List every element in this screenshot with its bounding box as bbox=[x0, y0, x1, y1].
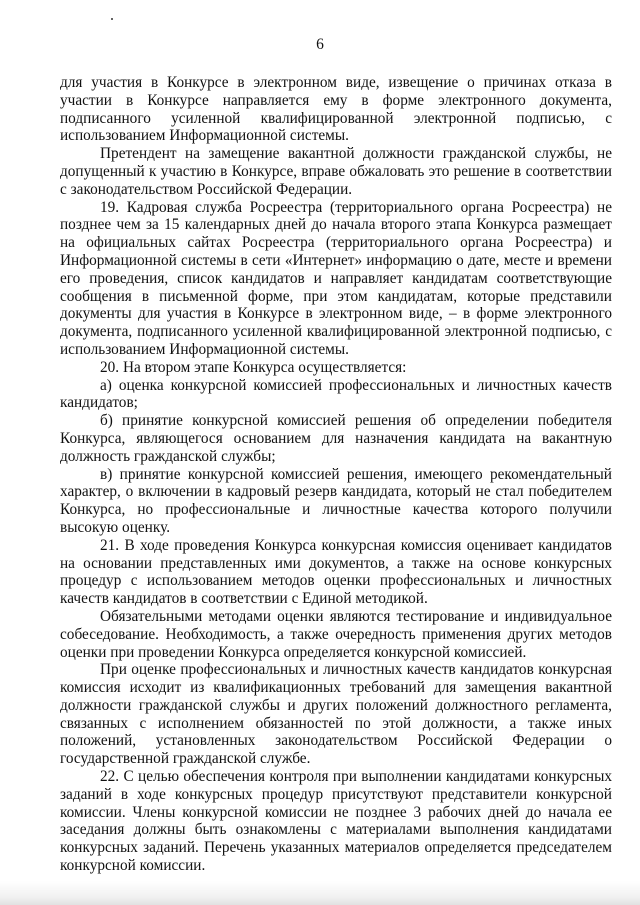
paragraph-continuation: для участия в Конкурсе в электронном виде, извещение о причинах отказа в участии в Конкурсе направляется ему в форме электронного документа, подписанного усиленной квалифицированной электронной подписью, с использованием Информационной системы. bbox=[60, 74, 612, 145]
page-number: 6 bbox=[316, 36, 324, 53]
paragraph-methods: Обязательными методами оценки являются тестирование и индивидуальное собеседование. Необходимость, а также очередность применения других методов оценки при проведении Конкурса определяется конкурсной комиссией. bbox=[60, 607, 612, 661]
paragraph-21: 21. В ходе проведения Конкурса конкурсная комиссия оценивает кандидатов на основании представленных ими документов, а также на основе конкурсных процедур с использованием методов оценки профессиональных и личностных качеств кандидатов в соответствии с Единой методикой. bbox=[60, 536, 612, 608]
paragraph-20-v: в) принятие конкурсной комиссией решения, имеющего рекомендательный характер, о включении в кадровый резерв кандидата, который не стал победителем Конкурса, но профессиональные и личностные качества которого получили высокую оценку. bbox=[60, 465, 612, 536]
paragraph-20: 20. На втором этапе Конкурса осуществляется: bbox=[100, 358, 407, 376]
paragraph-19: 19. Кадровая служба Росреестра (территориального органа Росреестра) не позднее чем за 15 календарных дней до начала второго этапа Конкурса размещает на официальных сайтах Росреестра (территориального органа Росреестра) и Информационной системы в сети «Интернет» информацию о дате, месте и времени его проведения, список кандидатов и направляет кандидатам соответствующие сообщения в письменной форме, при этом кандидатам, которые представили документы для участия в Конкурсе в электронном виде, – в форме электронного документа, подписанного усиленной квалифицированной электронной подписью, с использованием Информационной системы. bbox=[60, 198, 612, 358]
paragraph-22: 22. С целью обеспечения контроля при выполнении кандидатами конкурсных заданий в ходе конкурсных процедур присутствуют представители конкурсной комиссии. Члены конкурсной комиссии не позднее 3 рабочих дней до начала ее заседания должны быть ознакомлены с материалами выполнения кандидатами конкурсных заданий. Перечень указанных материалов определяется председателем конкурсной комиссии. bbox=[60, 768, 612, 875]
document-body bbox=[60, 74, 612, 875]
paragraph-evaluation: При оценке профессиональных и личностных качеств кандидатов конкурсная комиссия исходит из квалификационных требований для замещения вакантной должности гражданской службы и других положений должностного регламента, связанных с исполнением обязанностей по этой должности, а также иных положений, установленных законодательством Российской Федерации о государственной гражданской службе. bbox=[60, 661, 612, 768]
paragraph-20-a: а) оценка конкурсной комиссией профессиональных и личностных качеств кандидатов; bbox=[60, 376, 612, 412]
paragraph-appeal: Претендент на замещение вакантной должности гражданской службы, не допущенный к участию в Конкурсе, вправе обжаловать это решение в соответствии с законодательством Российской Федерации. bbox=[60, 145, 612, 198]
scan-bottom-edge bbox=[0, 881, 640, 905]
paragraph-20-b: б) принятие конкурсной комиссией решения об определении победителя Конкурса, являющегося основанием для назначения кандидата на вакантную должность гражданской службы; bbox=[60, 412, 612, 465]
scan-speck bbox=[111, 18, 113, 20]
